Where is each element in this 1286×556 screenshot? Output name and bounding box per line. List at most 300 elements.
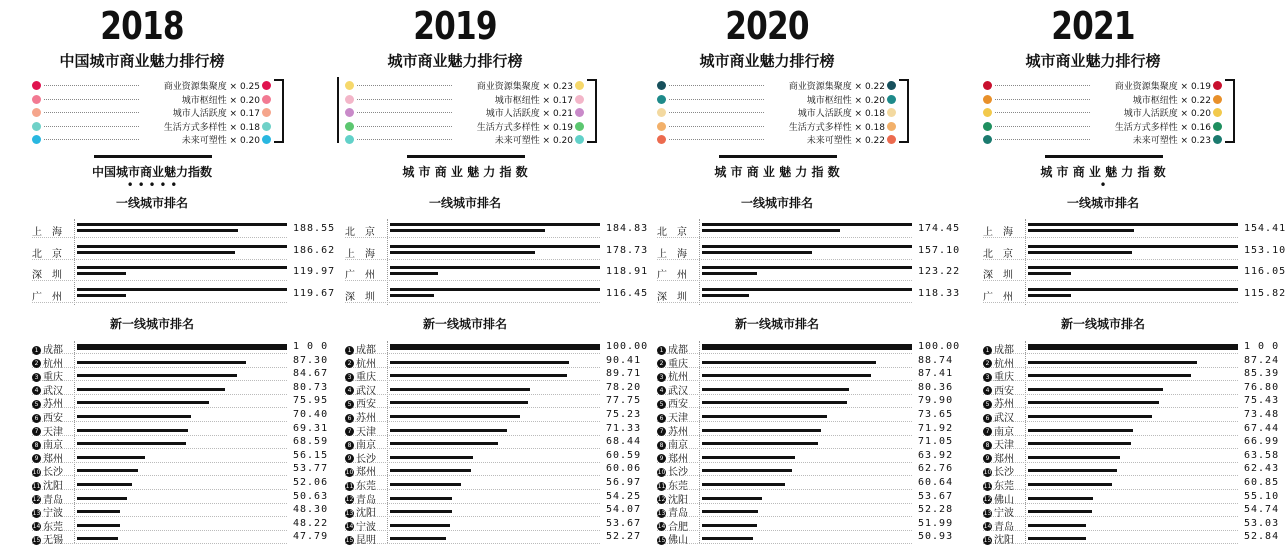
- weight-leader: [995, 112, 1090, 113]
- weight-dot-left: [345, 122, 354, 131]
- weight-row: [345, 133, 585, 146]
- row-separator: [32, 503, 287, 504]
- bar-track: [1028, 266, 1238, 269]
- rank-badge: 13: [345, 509, 354, 517]
- value-label: 52.28: [918, 504, 954, 516]
- legend-bracket: [1225, 79, 1235, 143]
- value-label: 52.27: [606, 531, 642, 543]
- value-label: 53.67: [606, 517, 642, 529]
- rank-badge: 13: [32, 509, 41, 517]
- weight-dot-right: [262, 81, 271, 90]
- row-separator: [32, 380, 287, 381]
- city-name: 合肥: [668, 521, 688, 533]
- row-separator: [32, 394, 287, 395]
- city-name: 长沙: [356, 453, 376, 465]
- value-label: 56.15: [293, 449, 329, 461]
- city-name: 沈阳: [994, 535, 1014, 547]
- bar: [390, 388, 530, 391]
- city-name: 成都: [994, 345, 1014, 356]
- row-separator: [657, 302, 912, 303]
- weight-label: 城市人活跃度 × 0.17: [172, 109, 260, 119]
- row-separator: [32, 421, 287, 422]
- bar: [390, 429, 507, 432]
- rank-badge: 15: [345, 536, 354, 544]
- panel-title: 城市商业魅力排行榜: [1025, 52, 1161, 70]
- bar: [1028, 469, 1117, 472]
- value-label: 47.79: [293, 531, 329, 543]
- bar: [1028, 442, 1131, 445]
- value-label: 62.76: [918, 463, 954, 475]
- row-separator: [983, 435, 1238, 436]
- bar: [77, 483, 132, 486]
- rank-badge: 3: [345, 373, 354, 382]
- row-separator: [345, 489, 600, 490]
- weight-dot-right: [262, 135, 271, 144]
- weight-leader: [995, 99, 1090, 100]
- row-separator: [657, 503, 912, 504]
- bar: [77, 415, 191, 418]
- row-separator: [657, 489, 912, 490]
- rank-badge: 8: [983, 441, 992, 450]
- bar: [1028, 429, 1133, 432]
- city-name: 苏州: [994, 399, 1014, 411]
- weight-dot-left: [983, 81, 992, 90]
- bar-track: [77, 245, 287, 248]
- weight-row: [32, 79, 272, 92]
- bar-track: [1028, 223, 1238, 226]
- value-label: 100.00: [606, 341, 649, 352]
- city-name: 苏州: [356, 413, 376, 424]
- value-label: 80.36: [918, 381, 954, 393]
- weight-leader: [995, 126, 1090, 127]
- city-name: 西安: [994, 385, 1014, 397]
- city-name: 天津: [43, 426, 63, 438]
- rank-badge: 11: [345, 482, 354, 490]
- value-label: 116.45: [606, 287, 649, 299]
- rank-badge: 3: [983, 373, 992, 382]
- bar: [1028, 524, 1086, 527]
- city-name: 宁波: [994, 508, 1014, 520]
- city-label: 深 圳: [983, 270, 1013, 281]
- value-label: 73.48: [1244, 409, 1280, 420]
- year-panel-2020: [637, 0, 961, 556]
- weight-dot-right: [887, 108, 896, 117]
- city-label: 北 京: [657, 227, 687, 238]
- city-name: 南京: [43, 440, 63, 452]
- rank-badge: 11: [983, 482, 992, 490]
- bar: [77, 497, 127, 500]
- city-name: 佛山: [994, 494, 1014, 506]
- bar: [77, 510, 120, 513]
- row-separator: [32, 237, 287, 238]
- row-separator: [657, 462, 912, 463]
- rank-badge: 10: [345, 468, 354, 476]
- bar-track: [702, 288, 912, 291]
- rank-badge: 2: [32, 359, 41, 368]
- weight-leader: [357, 112, 452, 113]
- city-name: 南京: [668, 440, 688, 452]
- city-label: 深 圳: [345, 291, 375, 303]
- bar-track: [77, 288, 287, 291]
- value-label: 1 0 0: [1244, 341, 1280, 352]
- weight-row: [345, 106, 585, 119]
- row-separator: [983, 489, 1238, 490]
- index-title: 城 市 商 业 魅 力 指 数: [714, 165, 840, 179]
- bar: [702, 401, 847, 404]
- weight-dot-right: [1213, 81, 1222, 90]
- city-name: 长沙: [43, 467, 63, 479]
- city-name: 沈阳: [43, 481, 63, 492]
- bar: [77, 294, 126, 297]
- bar: [390, 469, 471, 472]
- value-label: 100.00: [918, 341, 961, 352]
- weight-dot-right: [575, 135, 584, 144]
- new-tier-frame: [1025, 341, 1026, 543]
- weight-leader: [995, 139, 1090, 140]
- weight-label: 商业资源集聚度 × 0.25: [163, 82, 260, 92]
- weight-dot-left: [983, 95, 992, 104]
- bar-track: [77, 266, 287, 269]
- weight-label: 商业资源集聚度 × 0.23: [476, 82, 573, 92]
- bar-track: [390, 245, 600, 248]
- legend-bracket: [899, 79, 909, 143]
- weight-dot-right: [575, 108, 584, 117]
- city-label: [32, 531, 63, 546]
- weight-leader: [669, 99, 764, 100]
- row-separator: [983, 367, 1238, 368]
- bar: [702, 374, 871, 377]
- new-tier-title: 新一线城市排名: [422, 317, 507, 331]
- bar: [390, 347, 600, 350]
- rank-badge: 15: [983, 536, 992, 544]
- city-name: 西安: [356, 399, 376, 411]
- city-name: 沈阳: [356, 508, 376, 520]
- bar: [1028, 347, 1238, 350]
- row-separator: [657, 435, 912, 436]
- city-label: 广 州: [32, 291, 62, 303]
- city-name: 成都: [668, 345, 688, 356]
- city-label: 上 海: [657, 248, 687, 260]
- rank-badge: 9: [657, 454, 666, 463]
- value-label: 70.40: [293, 409, 329, 420]
- rank-badge: 5: [657, 400, 666, 409]
- weight-leader: [669, 139, 764, 140]
- weight-label: 城市人活跃度 × 0.20: [1123, 109, 1211, 119]
- bar: [77, 524, 120, 527]
- row-separator: [345, 503, 600, 504]
- value-label: 60.06: [606, 463, 642, 475]
- row-separator: [345, 407, 600, 408]
- weight-row: [983, 79, 1223, 92]
- rank-badge: 4: [345, 386, 354, 395]
- city-name: 长沙: [668, 467, 688, 479]
- city-name: 天津: [356, 426, 376, 438]
- bar: [77, 347, 287, 350]
- rank-badge: 12: [32, 496, 41, 504]
- city-name: 青岛: [43, 494, 63, 506]
- weight-leader: [44, 99, 139, 100]
- bar: [1028, 483, 1112, 486]
- weight-dot-left: [345, 108, 354, 117]
- value-label: 48.30: [293, 504, 329, 516]
- bar: [390, 401, 528, 404]
- weight-label: 商业资源集聚度 × 0.22: [788, 82, 885, 92]
- value-label: 60.64: [918, 477, 954, 488]
- row-separator: [32, 475, 287, 476]
- value-label: 75.95: [293, 395, 329, 407]
- weight-row: [32, 106, 272, 119]
- rank-badge: 11: [657, 482, 666, 490]
- row-separator: [983, 407, 1238, 408]
- tier1-title: 一线城市排名: [428, 196, 501, 210]
- rank-badge: 14: [345, 523, 354, 531]
- value-label: 1 0 0: [293, 341, 329, 352]
- row-separator: [657, 380, 912, 381]
- bar: [77, 401, 209, 404]
- city-name: 武汉: [994, 413, 1014, 424]
- weight-row: [32, 93, 272, 106]
- index-title-rule: [407, 155, 525, 158]
- bar: [1028, 537, 1086, 540]
- weight-dot-right: [887, 135, 896, 144]
- weight-leader: [357, 99, 452, 100]
- panel-title: 城市商业魅力排行榜: [699, 52, 835, 70]
- weight-label: 未来可塑性 × 0.20: [181, 136, 260, 146]
- rank-badge: 9: [345, 454, 354, 463]
- weight-row: [983, 133, 1223, 146]
- rank-badge: 7: [345, 427, 354, 436]
- city-name: 西安: [43, 413, 63, 424]
- bar: [77, 251, 235, 254]
- city-name: 郑州: [994, 453, 1014, 465]
- rank-badge: 4: [32, 386, 41, 395]
- bar: [390, 294, 434, 297]
- value-label: 119.67: [293, 287, 336, 299]
- city-name: 东莞: [994, 481, 1014, 492]
- rank-badge: 5: [32, 400, 41, 409]
- value-label: 75.23: [606, 409, 642, 420]
- value-label: 186.62: [293, 244, 336, 256]
- bar: [390, 229, 545, 232]
- weight-row: [983, 120, 1223, 133]
- bar-track: [1028, 245, 1238, 248]
- row-separator: [32, 302, 287, 303]
- rank-badge: 4: [657, 386, 666, 395]
- value-label: 77.75: [606, 395, 642, 407]
- bar: [77, 469, 138, 472]
- city-name: 南京: [994, 426, 1014, 438]
- weight-label: 商业资源集聚度 × 0.19: [1114, 82, 1211, 92]
- row-separator: [657, 367, 912, 368]
- rank-badge: 3: [32, 373, 41, 382]
- value-label: 68.59: [293, 436, 329, 448]
- value-label: 73.65: [918, 409, 954, 420]
- year-heading: 2020: [725, 4, 809, 48]
- bar: [390, 537, 446, 540]
- row-separator: [32, 530, 287, 531]
- value-label: 90.41: [606, 354, 642, 366]
- city-label: 广 州: [345, 270, 375, 281]
- value-label: 71.92: [918, 422, 954, 434]
- index-title: 中国城市商业魅力指数: [91, 165, 212, 179]
- row-separator: [657, 237, 912, 238]
- row-separator: [345, 516, 600, 517]
- weight-dot-right: [887, 81, 896, 90]
- rank-badge: 14: [983, 523, 992, 531]
- rank-badge: 7: [657, 427, 666, 436]
- value-label: 71.05: [918, 436, 954, 448]
- city-name: 东莞: [356, 481, 376, 492]
- weight-dot-right: [575, 95, 584, 104]
- weight-dot-left: [657, 135, 666, 144]
- rank-badge: 6: [983, 414, 992, 423]
- rank-badge: 14: [657, 523, 666, 531]
- city-name: 武汉: [43, 385, 63, 397]
- city-name: 杭州: [668, 372, 688, 384]
- new-tier-title: 新一线城市排名: [109, 317, 194, 331]
- rank-badge: 2: [983, 359, 992, 368]
- row-separator: [32, 259, 287, 260]
- row-separator: [657, 516, 912, 517]
- rank-badge: 14: [32, 523, 41, 531]
- city-label: 上 海: [32, 227, 62, 238]
- weight-dot-left: [32, 81, 41, 90]
- row-separator: [345, 448, 600, 449]
- city-name: 杭州: [994, 358, 1014, 370]
- bar: [390, 456, 473, 459]
- weight-dot-left: [32, 108, 41, 117]
- row-separator: [657, 394, 912, 395]
- weight-row: [657, 106, 897, 119]
- rank-badge: 7: [32, 427, 41, 436]
- bar: [702, 497, 762, 500]
- value-label: 87.41: [918, 368, 954, 380]
- index-title: 城 市 商 业 魅 力 指 数: [402, 165, 528, 179]
- index-marker: • • • • •: [126, 178, 178, 192]
- value-label: 48.22: [293, 517, 329, 529]
- legend-bracket-left: [337, 77, 339, 143]
- row-separator: [657, 543, 912, 544]
- weight-dot-left: [345, 135, 354, 144]
- rank-badge: 1: [32, 346, 41, 355]
- rank-badge: 13: [657, 509, 666, 517]
- row-separator: [657, 421, 912, 422]
- bar: [390, 497, 452, 500]
- bar: [390, 374, 567, 377]
- row-separator: [345, 259, 600, 260]
- rank-badge: 2: [345, 359, 354, 368]
- value-label: 118.33: [918, 287, 961, 299]
- bar-track: [702, 223, 912, 226]
- new-tier-frame: [699, 341, 700, 543]
- bar: [1028, 229, 1134, 232]
- rank-badge: 9: [32, 454, 41, 463]
- weight-leader: [995, 85, 1090, 86]
- panel-title: 中国城市商业魅力排行榜: [59, 52, 225, 70]
- value-label: 60.59: [606, 449, 642, 461]
- value-label: 85.39: [1244, 368, 1280, 380]
- weight-row: [983, 106, 1223, 119]
- weight-dot-left: [657, 122, 666, 131]
- year-heading: 2019: [413, 4, 497, 48]
- city-name: 昆明: [356, 535, 376, 547]
- row-separator: [345, 530, 600, 531]
- weight-dot-left: [657, 95, 666, 104]
- city-name: 苏州: [43, 399, 63, 411]
- row-separator: [345, 475, 600, 476]
- value-label: 56.97: [606, 477, 642, 488]
- weight-label: 城市人活跃度 × 0.18: [797, 109, 885, 119]
- weight-dot-right: [1213, 95, 1222, 104]
- weight-dot-left: [345, 95, 354, 104]
- row-separator: [32, 543, 287, 544]
- weight-dot-left: [983, 135, 992, 144]
- weight-label: 未来可塑性 × 0.20: [494, 136, 573, 146]
- weight-leader: [669, 112, 764, 113]
- row-separator: [983, 280, 1238, 281]
- value-label: 54.74: [1244, 504, 1280, 516]
- weight-leader: [44, 126, 139, 127]
- bar: [1028, 294, 1071, 297]
- weight-label: 未来可塑性 × 0.23: [1132, 136, 1211, 146]
- value-label: 62.43: [1244, 463, 1280, 475]
- bar: [390, 272, 438, 275]
- row-separator: [983, 475, 1238, 476]
- weight-leader: [357, 85, 452, 86]
- row-separator: [345, 367, 600, 368]
- year-panel-2021: [963, 0, 1286, 556]
- weight-row: [657, 79, 897, 92]
- weight-label: 城市枢纽性 × 0.20: [806, 95, 885, 106]
- bar: [702, 483, 785, 486]
- value-label: 55.10: [1244, 490, 1280, 502]
- row-separator: [983, 394, 1238, 395]
- rank-badge: 12: [657, 496, 666, 504]
- weight-dot-left: [32, 95, 41, 104]
- bar: [77, 388, 225, 391]
- rank-badge: 11: [32, 482, 41, 490]
- weight-row: [32, 133, 272, 146]
- value-label: 54.25: [606, 490, 642, 502]
- bar: [702, 429, 821, 432]
- rank-badge: 1: [657, 346, 666, 355]
- city-name: 沈阳: [668, 494, 688, 506]
- row-separator: [345, 543, 600, 544]
- weight-leader: [357, 126, 452, 127]
- bar-track: [390, 266, 600, 269]
- row-separator: [32, 489, 287, 490]
- index-title-rule: [719, 155, 837, 158]
- row-separator: [983, 503, 1238, 504]
- row-separator: [345, 237, 600, 238]
- bar: [1028, 361, 1197, 364]
- value-label: 88.74: [918, 354, 954, 366]
- value-label: 50.63: [293, 490, 329, 502]
- tier1-title: 一线城市排名: [740, 196, 813, 210]
- value-label: 66.99: [1244, 436, 1280, 448]
- rank-badge: 7: [983, 427, 992, 436]
- row-separator: [983, 543, 1238, 544]
- tier1-frame: [699, 219, 700, 305]
- rank-badge: 2: [657, 359, 666, 368]
- value-label: 51.99: [918, 517, 954, 529]
- row-separator: [32, 516, 287, 517]
- row-separator: [32, 448, 287, 449]
- row-separator: [32, 353, 287, 354]
- value-label: 116.05: [1244, 266, 1286, 277]
- index-title-rule: [1045, 155, 1163, 158]
- weight-dot-left: [32, 135, 41, 144]
